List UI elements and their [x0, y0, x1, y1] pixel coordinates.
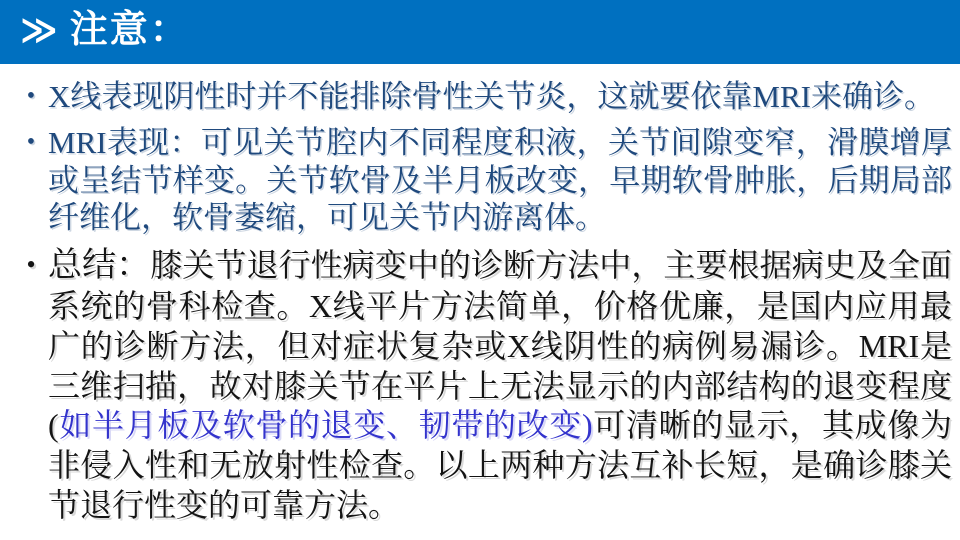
title-bar: [0, 0, 960, 64]
bullet-dot-icon: •: [26, 83, 36, 109]
bullet-item-summary: [14, 245, 952, 525]
bullet-text-xray: X线表现阴性时并不能排除骨性关节炎，这就要依靠MRI来确诊。: [48, 79, 935, 114]
summary-text-part1: 膝关节退行性病变中的诊断方法中，主要根据病史及全面系统的骨科检查。X线平片方法简单，价格优廉，是国内应用最广的诊断方法，但对症状复杂或X线阴性的病例易漏诊。MRI是三维扫描，故对膝关节在平片上无法显示的内部结构的退变程度(: [48, 247, 952, 444]
summary-highlight: 如半月板及软骨的退变、韧带的改变): [58, 407, 593, 444]
chevron-right-icon: ≫: [20, 9, 58, 50]
summary-lead-label: 总结：: [48, 247, 151, 285]
bullet-item-mri: [14, 124, 952, 237]
bullet-text-summary: [48, 245, 952, 525]
page-title: 注意：: [69, 9, 190, 51]
slide-body: [0, 64, 960, 525]
bullet-text-mri: MRI表现：可见关节腔内不同程度积液，关节间隙变窄，滑膜增厚或呈结节样变。关节软骨及半月板改变，早期软骨肿胀，后期局部纤维化，软骨萎缩，可见关节内游离体。: [48, 124, 952, 236]
summary-text-part2: 可清晰的显示，其成像为非侵入性和无放射性检查。以上两种方法互补长短，是确诊膝关节退行性变的可靠方法。: [48, 407, 952, 523]
bullet-dot-icon: •: [26, 250, 36, 280]
bullet-item-xray: [14, 78, 952, 116]
bullet-dot-icon: •: [26, 128, 36, 155]
